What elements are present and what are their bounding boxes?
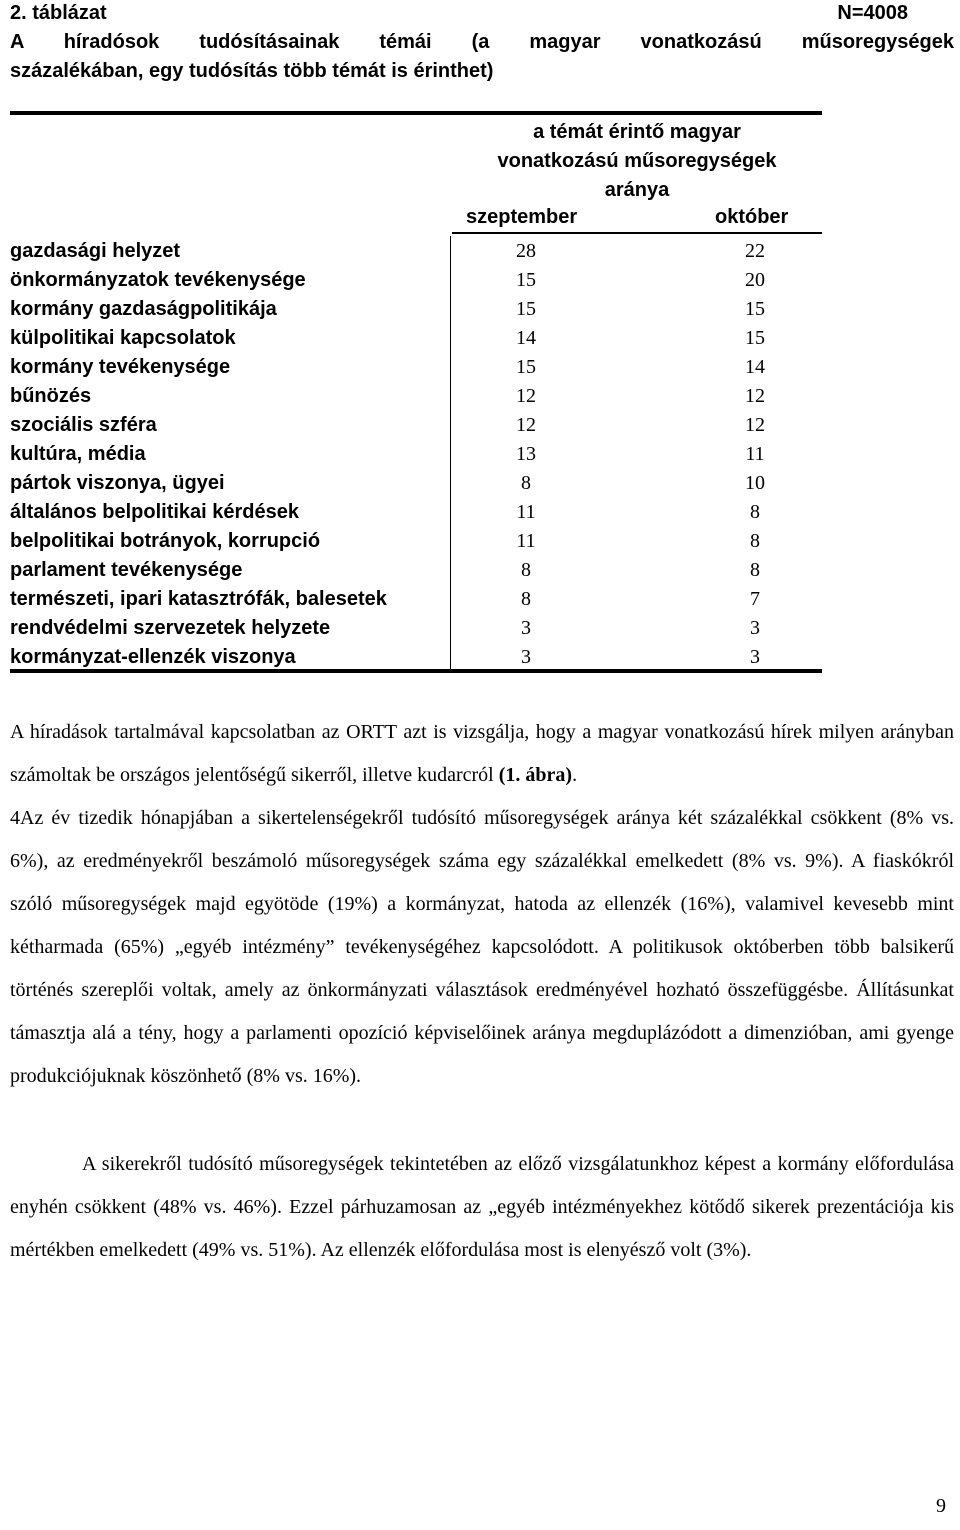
table-caption-row [10,0,908,28]
value-september: 28 [516,240,536,262]
table-row [10,266,822,295]
table-bottom-rule [10,669,822,673]
table-header-rule [452,232,822,234]
table-row [10,556,822,585]
value-october: 15 [745,327,765,349]
row-label: természeti, ipari katasztrófák, balesetek [10,588,387,610]
value-september: 3 [521,646,531,668]
value-september: 8 [521,559,531,581]
row-label: kultúra, média [10,443,146,465]
figure-reference: (1. ábra) [498,764,573,786]
value-september: 15 [516,356,536,378]
value-october: 3 [750,646,760,668]
value-september: 11 [516,530,536,552]
row-label: gazdasági helyzet [10,240,181,262]
table-row [10,440,822,469]
table-row [10,585,822,614]
table-row [10,295,822,324]
value-october: 20 [745,269,765,291]
table-top-rule [10,111,822,115]
paragraph-1-text: A híradások tartalmával kapcsolatban az ORTT azt is vizsgálja, hogy a magyar vonatkozású hírek milyen arányban számoltak be országos jelentőségű sikerről, illetve kudarcról [10,721,954,786]
value-october: 14 [745,356,765,378]
table-row [10,411,822,440]
table-number: 2. táblázat [10,2,107,24]
table-title-line-2: százalékában, egy tudósítás több témát is érinthet) [10,60,494,82]
row-label: külpolitikai kapcsolatok [10,327,236,349]
value-october: 7 [750,588,760,610]
value-october: 12 [745,414,765,436]
value-october: 11 [745,443,765,465]
value-september: 15 [516,269,536,291]
value-october: 10 [745,472,765,494]
row-label: szociális szféra [10,414,157,436]
paragraph-3: A sikerekről tudósító műsoregységek tekintetében az előző vizsgálatunkhoz képest a kormány előfordulása enyhén csökkent (48% vs. 46%). Ezzel párhuzamosan az „egyéb intézményekhez kötődő sikerek prezentációja kis mértékben emelkedett (49% vs. 51%). Az ellenzék előfordulása most is elenyésző volt (3%). [10,1153,954,1261]
value-september: 11 [516,501,536,523]
table-row [10,643,822,672]
table-row [10,614,822,643]
value-october: 3 [750,617,760,639]
table-row [10,237,822,266]
table-row [10,469,822,498]
column-header-line-1: a témát érintő magyar [533,121,741,143]
value-october: 22 [745,240,765,262]
column-header-line-3: aránya [604,179,670,201]
table-row [10,498,822,527]
value-october: 8 [750,530,760,552]
row-label: kormányzat-ellenzék viszonya [10,646,296,668]
value-october: 8 [750,559,760,581]
row-label: belpolitikai botrányok, korrupció [10,530,321,552]
sample-size: N=4008 [837,2,908,24]
row-label: parlament tevékenysége [10,559,243,581]
value-october: 12 [745,385,765,407]
paragraph-1-end: . [572,764,578,786]
value-september: 8 [521,588,531,610]
row-label: rendvédelmi szervezetek helyzete [10,617,331,639]
value-september: 13 [516,443,536,465]
table-title-line-1: A híradósok tudósításainak témái (a magyar vonatkozású műsoregységek [10,31,954,53]
table-row [10,353,822,382]
row-label: önkormányzatok tevékenysége [10,269,306,291]
table-row [10,527,822,556]
table-row [10,382,822,411]
row-label: kormány tevékenysége [10,356,231,378]
column-september: szeptember [466,206,578,228]
value-september: 14 [516,327,536,349]
page-number: 9 [936,1495,946,1517]
row-label: általános belpolitikai kérdések [10,501,300,523]
value-october: 8 [750,501,760,523]
value-october: 15 [745,298,765,320]
paragraph-1 [10,711,954,797]
paragraph-2: 4Az év tizedik hónapjában a sikertelenségekről tudósító műsoregységek aránya két százalékkal csökkent (8% vs. 6%), az eredményekről beszámoló műsoregységek száma egy százalékkal emelkedett (8% vs. 9%). A fiaskókról szóló műsoregységek majd egyötöde (19%) a kormányzat, hatoda az ellenzék (16%), valamivel kevesebb mint kétharmada (65%) „egyéb intézmény” tevékenységéhez kapcsolódott. A politikusok októberben több balsikerű történés szereplői voltak, amely az önkormányzati választások eredményével hozható összefüggésbe. Állításunkat támasztja alá a tény, hogy a parlamenti opozíció képviselőinek aránya megduplázódott a dimenzióban, ami gyenge produkciójuknak köszönhető (8% vs. 16%). [10,807,954,1087]
column-october: október [715,206,789,228]
value-september: 15 [516,298,536,320]
row-label: bűnözés [10,385,92,407]
value-september: 8 [521,472,531,494]
table-row [10,324,822,353]
column-header-line-2: vonatkozású műsoregységek [497,150,777,172]
row-label: pártok viszonya, ügyei [10,472,225,494]
value-september: 12 [516,385,536,407]
value-september: 12 [516,414,536,436]
row-label: kormány gazdaságpolitikája [10,298,277,320]
value-september: 3 [521,617,531,639]
